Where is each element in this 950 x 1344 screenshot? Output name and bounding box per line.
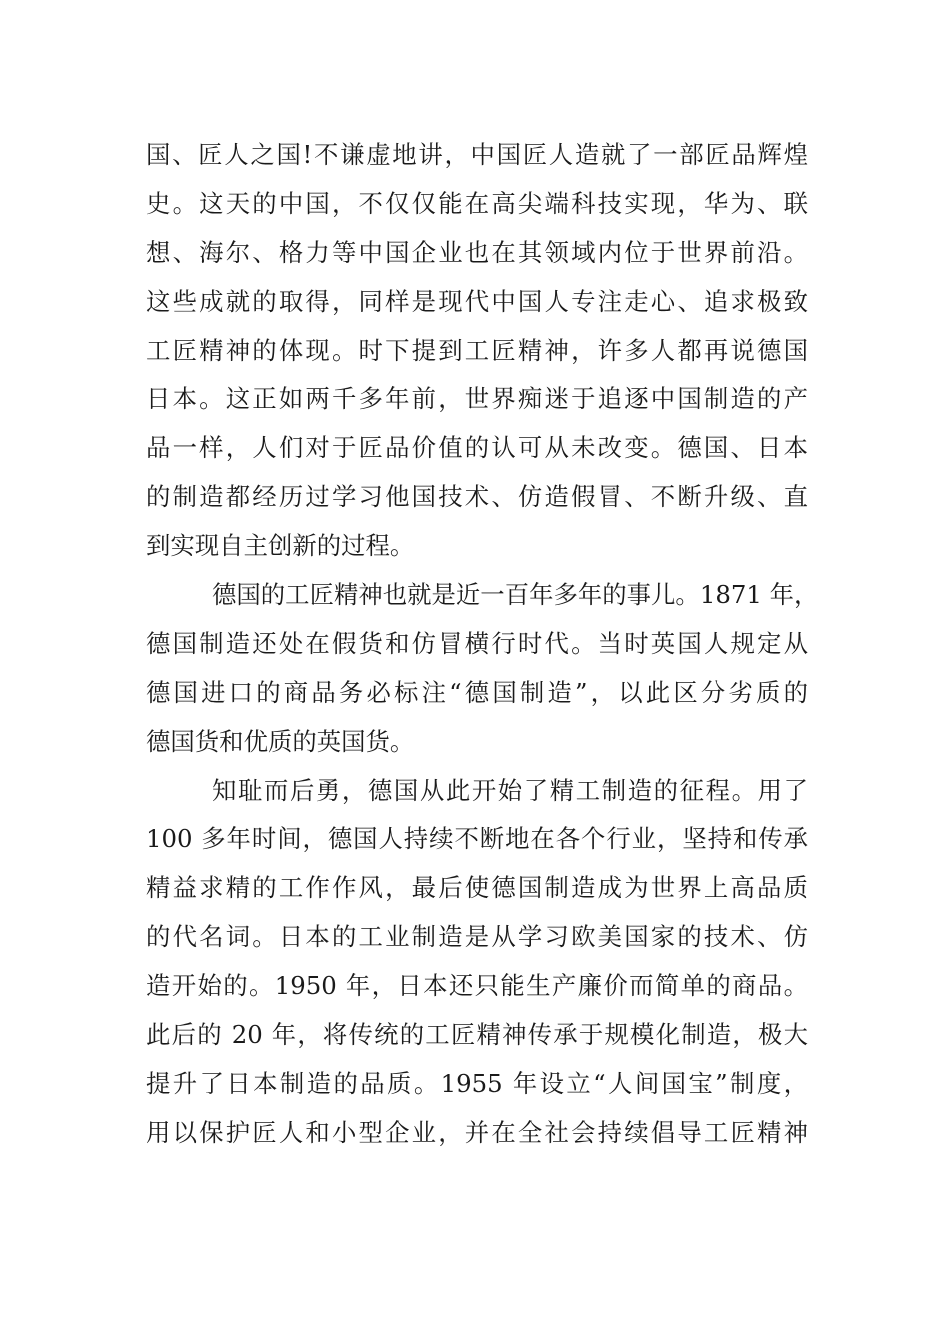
text-line: 德国进口的商品务必标注“德国制造”，以此区分劣质的 bbox=[146, 677, 808, 707]
text-line: 到实现自主创新的过程。 bbox=[146, 531, 415, 561]
text-line: 造开始的。1950 年，日本还只能生产廉价而简单的商品。 bbox=[146, 971, 808, 1001]
text-line: 这些成就的取得，同样是现代中国人专注走心、追求极致 bbox=[146, 286, 808, 316]
text-line: 德国货和优质的英国货。 bbox=[146, 726, 415, 756]
text-line: 史。这天的中国，不仅仅能在高尖端科技实现，华为、联 bbox=[146, 188, 808, 218]
text-line: 国、匠人之国!不谦虚地讲，中国匠人造就了一部匠品辉煌 bbox=[146, 140, 808, 169]
text-line: 德国制造还处在假货和仿冒横行时代。当时英国人规定从 bbox=[146, 628, 808, 658]
body-text bbox=[146, 131, 819, 1158]
text-line: 提升了日本制造的品质。1955 年设立“人间国宝”制度， bbox=[146, 1068, 808, 1098]
text-line: 的制造都经历过学习他国技术、仿造假冒、不断升级、直 bbox=[146, 482, 808, 512]
text-line: 精益求精的工作作风，最后使德国制造成为世界上高品质 bbox=[146, 873, 808, 903]
text-line: 用以保护匠人和小型企业，并在全社会持续倡导工匠精神 bbox=[146, 1117, 808, 1147]
text-line: 的代名词。日本的工业制造是从学习欧美国家的技术、仿 bbox=[146, 922, 808, 952]
text-line: 工匠精神的体现。时下提到工匠精神，许多人都再说德国 bbox=[146, 335, 808, 365]
text-line: 品一样，人们对于匠品价值的认可从未改变。德国、日本 bbox=[146, 433, 808, 463]
text-line: 100 多年时间，德国人持续不断地在各个行业，坚持和传承 bbox=[146, 824, 808, 854]
text-line: 日本。这正如两千多年前，世界痴迷于追逐中国制造的产 bbox=[146, 384, 808, 414]
text-line: 知耻而后勇，德国从此开始了精工制造的征程。用了 bbox=[212, 775, 808, 805]
text-line: 德国的工匠精神也就是近一百年多年的事儿。1871 年， bbox=[212, 580, 819, 610]
text-line: 想、海尔、格力等中国企业也在其领域内位于世界前沿。 bbox=[146, 237, 808, 267]
text-line: 此后的 20 年，将传统的工匠精神传承于规模化制造，极大 bbox=[146, 1020, 808, 1050]
